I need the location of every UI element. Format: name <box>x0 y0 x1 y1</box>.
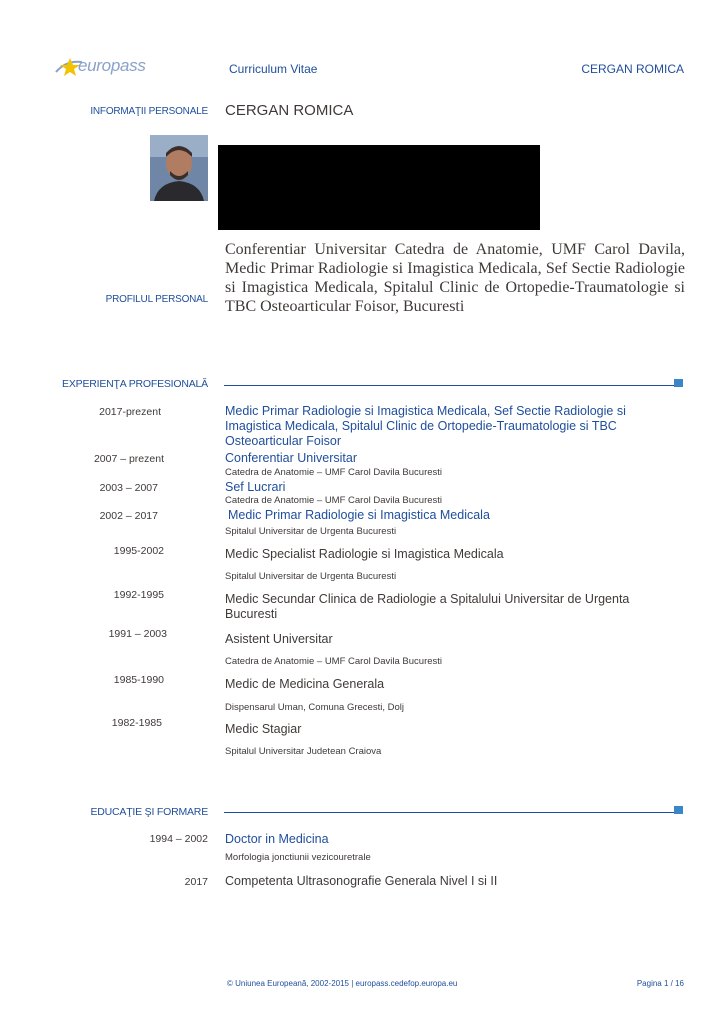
edu-title-1: Doctor in Medicina <box>225 832 329 846</box>
education-divider <box>224 812 674 813</box>
footer-copyright: © Uniunea Europeană, 2002-2015 | europass.cedefop.europa.eu <box>227 979 458 988</box>
exp-title-9: Medic Stagiar <box>225 722 302 736</box>
exp-org-9: Spitalul Universitar Judetean Craiova <box>225 746 382 757</box>
logo-text: europass <box>78 56 146 75</box>
exp-title-2: Conferentiar Universitar <box>225 451 357 465</box>
exp-date-2: 2007 – prezent <box>93 453 164 465</box>
exp-date-1: 2017-prezent <box>99 406 161 418</box>
exp-org-7: Catedra de Anatomie – UMF Carol Davila Bucuresti <box>225 656 443 667</box>
exp-title-7: Asistent Universitar <box>225 632 333 646</box>
person-name: CERGAN ROMICA <box>225 102 354 119</box>
exp-title-1: Medic Primar Radiologie si Imagistica Medicala, Sef Sectie Radiologie si Imagistica Medicala, Spitalul Clinic de Ortopedie-Traumatologie si TBC Osteoarticular Foisor <box>225 404 626 448</box>
edu-title-2: Competenta Ultrasonografie Generala Nivel I si II <box>225 874 498 888</box>
exp-org-5: Spitalul Universitar de Urgenta Bucuresti <box>225 571 397 582</box>
exp-title-3: Sef Lucrari <box>225 480 286 494</box>
profile-photo <box>150 135 208 201</box>
edu-date-2: 2017 <box>184 876 208 888</box>
exp-title-8: Medic de Medicina Generala <box>225 677 385 691</box>
profile-text: Conferentiar Universitar Catedra de Anatomie, UMF Carol Davila, Medic Primar Radiologie si Imagistica Medicala, Sef Sectie Radiologie si Imagistica Medicala, Spitalul Clinic de Ortopedie-Traumatologie si TBC Osteoarticular Foisor, Bucuresti <box>225 241 685 315</box>
exp-date-3: 2003 – 2007 <box>99 482 158 494</box>
exp-date-8: 1985-1990 <box>113 674 164 686</box>
experience-divider <box>224 385 674 386</box>
exp-title-4: Medic Primar Radiologie si Imagistica Medicala <box>228 508 490 522</box>
experience-marker <box>674 379 683 387</box>
exp-org-2: Catedra de Anatomie – UMF Carol Davila Bucuresti <box>225 467 443 478</box>
edu-org-1: Morfologia jonctiunii vezicouretrale <box>225 852 371 863</box>
exp-title-6: Medic Secundar Clinica de Radiologie a Spitalului Universitar de Urgenta Bucuresti <box>225 592 630 621</box>
footer-page-number: Pagina 1 / 16 <box>636 979 684 988</box>
personal-info-label: INFORMAŢII PERSONALE <box>90 106 208 117</box>
exp-date-9: 1982-1985 <box>111 717 162 729</box>
edu-date-1: 1994 – 2002 <box>149 833 208 845</box>
exp-date-6: 1992-1995 <box>113 589 164 601</box>
exp-date-7: 1991 – 2003 <box>108 628 167 640</box>
document-title: Curriculum Vitae <box>229 62 318 76</box>
education-label: EDUCAŢIE ŞI FORMARE <box>90 806 208 818</box>
exp-date-4: 2002 – 2017 <box>99 510 158 522</box>
education-marker <box>674 806 683 814</box>
exp-date-5: 1995-2002 <box>113 545 164 557</box>
header-name: CERGAN ROMICA <box>581 62 684 76</box>
exp-org-4: Spitalul Universitar de Urgenta Bucuresti <box>225 526 397 537</box>
profile-label: PROFILUL PERSONAL <box>105 294 208 305</box>
europass-logo <box>52 50 162 84</box>
experience-label: EXPERIENŢA PROFESIONALĂ <box>62 378 208 390</box>
exp-org-3: Catedra de Anatomie – UMF Carol Davila Bucuresti <box>225 495 443 506</box>
exp-org-8: Dispensarul Uman, Comuna Grecesti, Dolj <box>225 702 404 713</box>
redacted-block <box>218 145 540 230</box>
exp-title-5: Medic Specialist Radiologie si Imagistica Medicala <box>225 547 504 561</box>
